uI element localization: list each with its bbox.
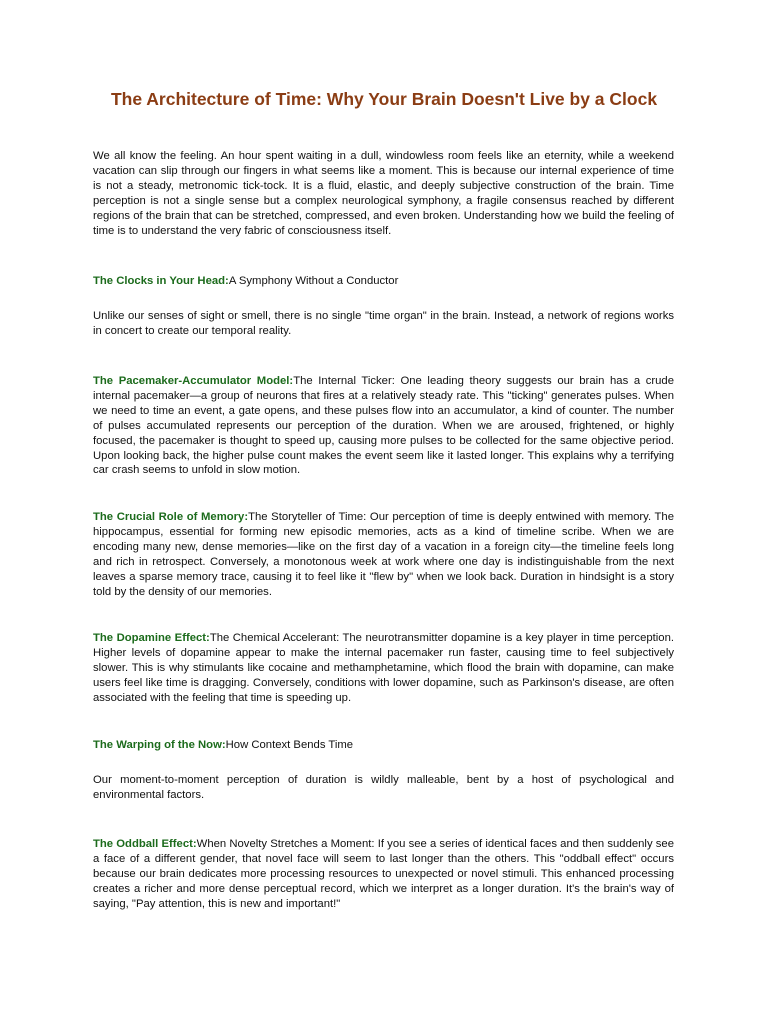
section-text: How Context Bends Time bbox=[225, 739, 354, 751]
document-title: The Architecture of Time: Why Your Brain Doesn't Live by a Clock bbox=[110, 89, 658, 109]
section-oddball bbox=[93, 837, 674, 912]
section-heading: The Clocks in Your Head: bbox=[93, 275, 229, 287]
section-clocks bbox=[93, 274, 674, 289]
section-heading: The Dopamine Effect: bbox=[93, 632, 210, 644]
section-heading: The Crucial Role of Memory: bbox=[93, 511, 249, 523]
section-clocks-body bbox=[93, 309, 674, 339]
section-warping-body bbox=[93, 773, 674, 803]
section-heading: The Pacemaker-Accumulator Model: bbox=[93, 375, 294, 387]
section-text: The Chemical Accelerant: The neurotransmitter dopamine is a key player in time perception. Higher levels of dopamine appear to make the internal pacemaker run faster, causing time to feel subjectively slower. This is why stimulants like cocaine and methamphetamine, which flood the brain with dopamine, can make users feel like time is dragging. Conversely, conditions with lower dopamine, such as Parkinson's disease, are often associated with the feeling that time is speeding up. bbox=[93, 632, 674, 704]
section-heading: The Oddball Effect: bbox=[93, 838, 197, 850]
section-warping bbox=[93, 738, 674, 753]
section-pacemaker bbox=[93, 374, 674, 478]
intro-paragraph: We all know the feeling. An hour spent waiting in a dull, windowless room feels like an eternity, while a weekend vacation can slip through our fingers in what seems like a moment. This is because our internal experience of time is not a steady, metronomic tick-tock. It is a fluid, elastic, and deeply subjective construction of the brain. Time perception is not a single sense but a complex neurological symphony, a fragile consensus reached by different regions of the brain that can be stretched, compressed, and even broken. Understanding how we build the feeling of time is to understand the very fabric of consciousness itself. bbox=[93, 150, 674, 237]
section-dopamine bbox=[93, 631, 674, 706]
section-text: The Internal Ticker: One leading theory suggests our brain has a crude internal pacemaker—a group of neurons that fires at a relatively steady rate. This "ticking" generates pulses. When we need to time an event, a gate opens, and these pulses flow into an accumulator, a kind of counter. The number of pulses accumulated represents our perception of the duration. When we are aroused, frightened, or highly focused, the pacemaker is thought to speed up, causing more pulses to be collected for the same objective period. Upon looking back, the higher pulse count makes the event seem like it lasted longer. This explains why a terrifying car crash seems to unfold in slow motion. bbox=[93, 375, 674, 477]
section-memory bbox=[93, 510, 674, 599]
section-heading: The Warping of the Now: bbox=[93, 739, 226, 751]
section-text: Unlike our senses of sight or smell, there is no single "time organ" in the brain. Instead, a network of regions works in concert to create our temporal reality. bbox=[93, 310, 674, 337]
section-text: A Symphony Without a Conductor bbox=[228, 275, 399, 287]
section-text: The Storyteller of Time: Our perception of time is deeply entwined with memory. The hippocampus, essential for forming new episodic memories, acts as a kind of timeline scribe. When we are encoding many new, dense memories—like on the first day of a vacation in a foreign city—the timeline feels long and rich in retrospect. Conversely, a monotonous week at work where one day is indistinguishable from the next leaves a sparse memory trace, causing it to feel like it "flew by" when we look back. Duration in hindsight is a story told by the density of our memories. bbox=[93, 511, 674, 598]
section-text: When Novelty Stretches a Moment: If you see a series of identical faces and then suddenly see a face of a different gender, that novel face will seem to last longer than the others. This "oddball effect" occurs because our brain dedicates more processing resources to unexpected or novel stimuli. This enhanced processing creates a richer and more dense perceptual record, which we interpret as a longer duration. It's the brain's way of saying, "Pay attention, this is new and important!" bbox=[93, 838, 674, 910]
section-text: Our moment-to-moment perception of duration is wildly malleable, bent by a host of psychological and environmental factors. bbox=[93, 774, 674, 801]
